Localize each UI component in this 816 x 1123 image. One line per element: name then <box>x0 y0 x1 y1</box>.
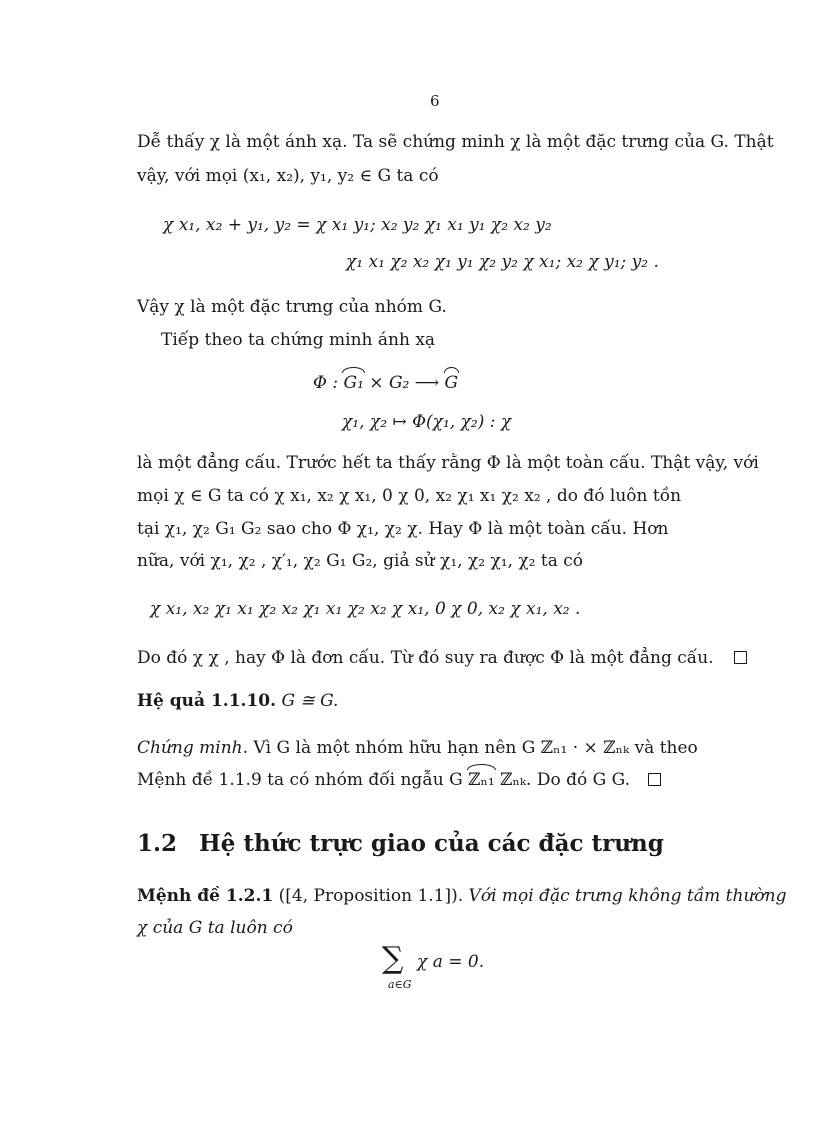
page-number: 6 <box>430 92 440 110</box>
proposition-label: Mệnh đề 1.2.1 <box>137 886 274 906</box>
section-number: 1.2 <box>137 830 178 857</box>
qed-icon <box>734 651 747 664</box>
corollary <box>137 690 338 712</box>
paragraph-line: Tiếp theo ta chứng minh ánh xạ <box>161 330 436 350</box>
map-equation-line: Φ : G₁ × G₂ ⟶ G <box>313 373 459 393</box>
equation-line: χ a = 0. <box>417 952 485 972</box>
paragraph-line: Do đó χ χ , hay Φ là đơn cấu. Từ đó suy ra được Φ là một đẳng cấu. <box>137 647 747 669</box>
equation-line: χ₁ x₁ χ₂ x₂ χ₁ y₁ χ₂ y₂ χ x₁; x₂ χ y₁; y₂ . <box>346 252 659 272</box>
hat-accent: ℤₙ₁ <box>468 770 495 790</box>
equation-line: χ x₁, x₂ + y₁, y₂ = χ x₁ y₁; x₂ y₂ χ₁ x₁ y₁ χ₂ x₂ y₂ <box>163 215 552 235</box>
proof-label: Chứng minh. <box>137 738 248 758</box>
proof-line: Chứng minh. Vì G là một nhóm hữu hạn nên G ℤₙ₁ · × ℤₙₖ và theo <box>137 738 698 758</box>
corollary-label: Hệ quả 1.1.10. <box>137 691 277 711</box>
qed-icon <box>648 773 661 786</box>
proposition-line: Mệnh đề 1.2.1 ([4, Proposition 1.1]). Với mọi đặc trưng không tầm thường <box>137 886 787 906</box>
sum-subscript: a∈G <box>388 978 412 991</box>
paragraph-line: là một đẳng cấu. Trước hết ta thấy rằng Φ là một toàn cấu. Thật vậy, với <box>137 453 759 473</box>
paragraph-line: Dễ thấy χ là một ánh xạ. Ta sẽ chứng minh χ là một đặc trưng của G. Thật <box>137 132 774 152</box>
paragraph-line: mọi χ ∈ G ta có χ x₁, x₂ χ x₁, 0 χ 0, x₂ χ₁ x₁ χ₂ x₂ , do đó luôn tồn <box>137 486 682 506</box>
proof-line: Mệnh đề 1.1.9 ta có nhóm đối ngẫu G ℤₙ₁ ℤₙₖ. Do đó G G. <box>137 769 661 791</box>
paragraph-line: Vậy χ là một đặc trưng của nhóm G. <box>137 297 447 317</box>
section-title: Hệ thức trực giao của các đặc trưng <box>199 830 664 857</box>
hat-accent: G <box>444 373 459 393</box>
map-equation-line: χ₁, χ₂ ↦ Φ(χ₁, χ₂) : χ <box>342 412 512 432</box>
paragraph-line: vậy, với mọi (x₁, x₂), y₁, y₂ ∈ G ta có <box>137 166 439 186</box>
paragraph-line: tại χ₁, χ₂ G₁ G₂ sao cho Φ χ₁, χ₂ χ. Hay Φ là một toàn cấu. Hơn <box>137 519 669 539</box>
sum-symbol: ∑ <box>382 941 404 976</box>
corollary-statement: G ≅ G. <box>276 691 339 711</box>
equation-line: χ x₁, x₂ χ₁ x₁ χ₂ x₂ χ₁ x₁ χ₂ x₂ χ x₁, 0 χ 0, x₂ χ x₁, x₂ . <box>150 599 581 619</box>
section-heading <box>137 830 664 857</box>
paragraph-line: nữa, với χ₁, χ₂ , χ′₁, χ₂ G₁ G₂, giả sử χ₁, χ₂ χ₁, χ₂ ta có <box>137 551 584 571</box>
proposition-ref: ([4, Proposition 1.1]). <box>273 886 464 906</box>
hat-accent: G₁ <box>343 373 364 393</box>
proposition-line: χ của G ta luôn có <box>137 918 293 938</box>
